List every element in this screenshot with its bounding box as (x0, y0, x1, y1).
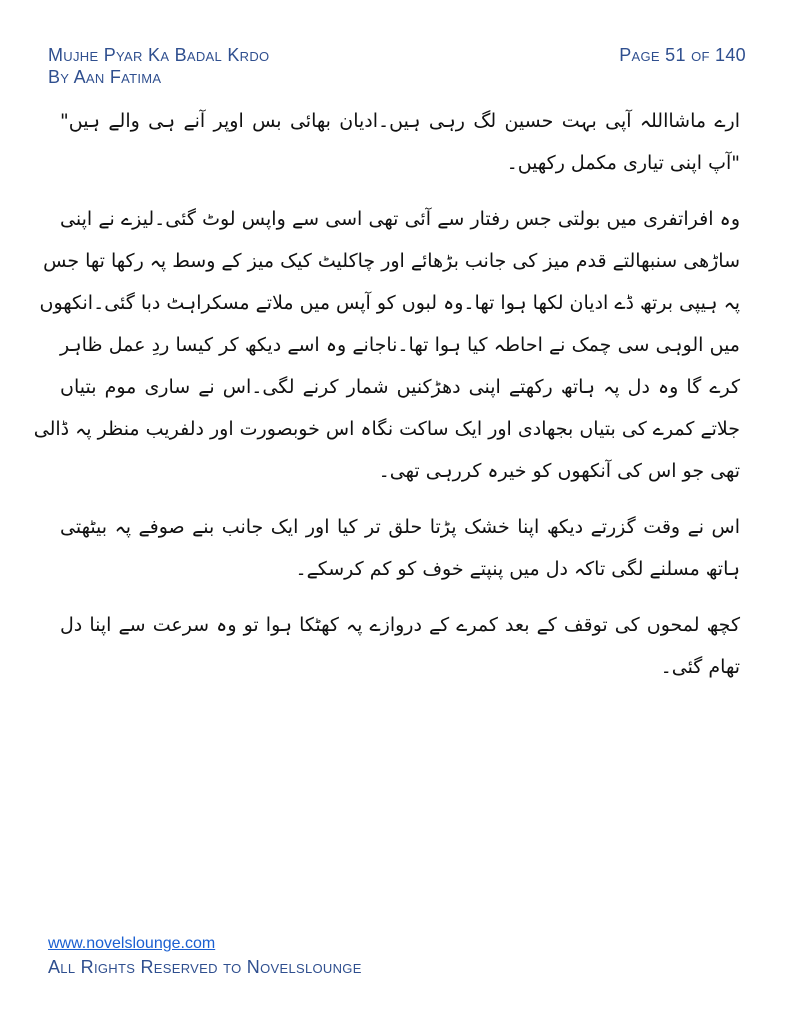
text-line: تھی جو اس کی آنکھوں کو خیرہ کررہی تھی۔ (378, 460, 740, 482)
text-line: تھام گئی۔ (660, 656, 740, 678)
header-left (48, 44, 269, 88)
text-line: جلاتے کمرے کی بتیاں بجھادی اور ایک ساکت نگاہ اس خوبصورت اور دلفریب منظر پہ ڈالی (33, 418, 740, 440)
paragraph (33, 198, 740, 492)
website-link[interactable]: www.novelslounge.com (48, 935, 216, 952)
text-line: کچھ لمحوں کی توقف کے بعد کمرے کے دروازے پہ کھٹکا ہوا تو وہ سرعت سے اپنا دل (60, 614, 740, 636)
paragraph (60, 100, 740, 184)
novel-title: Mujhe Pyar Ka Badal Krdo (48, 45, 270, 65)
author-name: By Aan Fatima (48, 67, 162, 87)
text-line: کرے گا وہ دل پہ ہاتھ رکھتے اپنی دھڑکنیں شمار کرنے لگی۔اس نے ساری موم بتیاں (60, 376, 740, 398)
text-line: "آپ اپنی تیاری مکمل رکھیں۔ (506, 152, 740, 174)
text-line: وہ افراتفری میں بولتی جس رفتار سے آئی تھی اسی سے واپس لوٹ گئی۔لیزے نے اپنی (60, 208, 740, 230)
rights-notice: All Rights Reserved to Novelslounge (48, 957, 362, 977)
text-line: پہ ہیپی برتھ ڈے ادیان لکھا ہوا تھا۔وہ لبوں کو آپس میں ملاتے مسکراہٹ دبا گئی۔انکھوں (39, 292, 740, 314)
text-line: ہاتھ مسلنے لگی تاکہ دل میں پنپتے خوف کو کم کرسکے۔ (295, 558, 740, 580)
paragraph (60, 604, 740, 688)
footer (48, 934, 362, 978)
body-text (33, 100, 740, 702)
page-number: Page 51 of 140 (619, 45, 746, 65)
text-line: ساڑھی سنبھالتے قدم میز کی جانب بڑھائے اور چاکلیٹ کیک میز کے وسط پہ رکھا تھا جس (43, 250, 740, 272)
text-line: میں الوہی سی چمک نے احاطہ کیا ہوا تھا۔ناجانے وہ اسے دیکھ کر کیسا ردِ عمل ظاہر (60, 334, 740, 356)
paragraph (60, 506, 740, 590)
text-line: اس نے وقت گزرتے دیکھ اپنا خشک پڑتا حلق تر کیا اور ایک جانب بنے صوفے پہ بیٹھتی (60, 516, 740, 538)
text-line: ارے ماشااللہ آپی بہت حسین لگ رہی ہیں۔ادیان بھائی بس اوپر آنے ہی والے ہیں" (60, 110, 740, 132)
